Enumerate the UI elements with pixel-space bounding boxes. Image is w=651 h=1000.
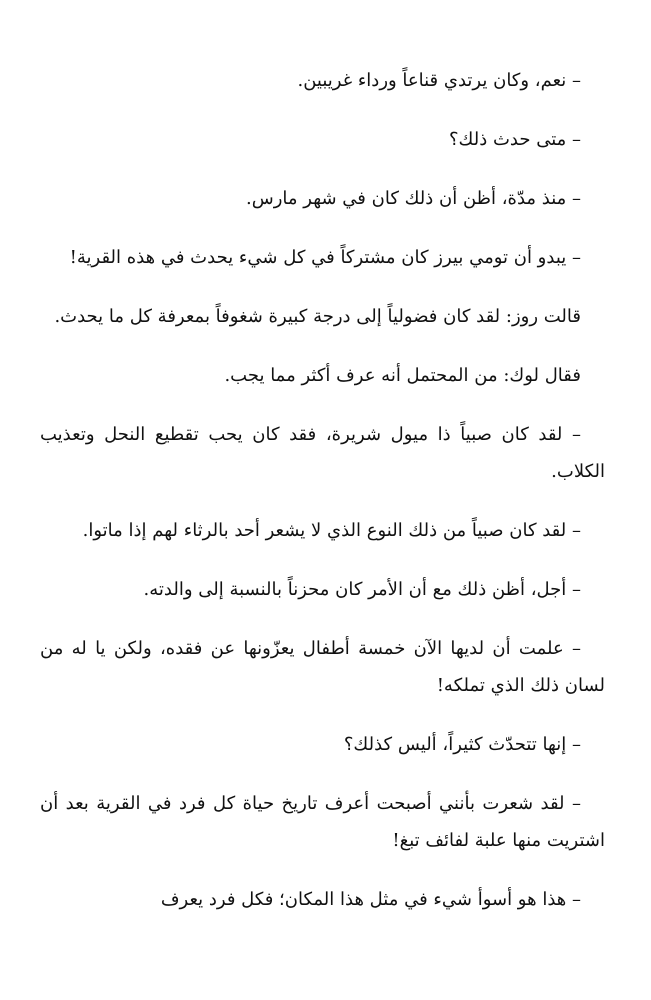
dialogue-paragraph: – يبدو أن تومي بيرز كان مشتركاً في كل شيء يحدث في هذه القرية! xyxy=(69,247,581,268)
dialogue-paragraph: – متى حدث ذلك؟ xyxy=(449,129,581,150)
dialogue-paragraph: – لقد شعرت بأنني أصبحت أعرف تاريخ حياة كل فرد في القرية بعد أن اشتريت منها علبة لفائف تبغ! xyxy=(40,793,605,851)
dialogue-paragraph: – لقد كان صبياً من ذلك النوع الذي لا يشعر أحد بالرثاء لهم إذا ماتوا. xyxy=(82,520,581,541)
dialogue-paragraph: – أجل، أظن ذلك مع أن الأمر كان محزناً بالنسبة إلى والدته. xyxy=(143,579,581,600)
dialogue-paragraph: – منذ مدّة، أظن أن ذلك كان في شهر مارس. xyxy=(246,188,581,209)
dialogue-paragraph: – نعم، وكان يرتدي قناعاً ورداء غريبين. xyxy=(297,70,581,91)
narration-paragraph: قالت روز: لقد كان فضولياً إلى درجة كبيرة شغوفاً بمعرفة كل ما يحدث. xyxy=(54,306,581,327)
dialogue-paragraph: – هذا هو أسوأ شيء في مثل هذا المكان؛ فكل فرد يعرف xyxy=(160,889,581,910)
dialogue-paragraph: – إنها تتحدّث كثيراً، أليس كذلك؟ xyxy=(343,734,581,755)
dialogue-paragraph: – علمت أن لديها الآن خمسة أطفال يعزّونها عن فقده، ولكن يا له من لسان ذلك الذي تملكه! xyxy=(40,638,605,696)
narration-paragraph: فقال لوك: من المحتمل أنه عرف أكثر مما يجب. xyxy=(224,365,581,386)
dialogue-paragraph: – لقد كان صبياً ذا ميول شريرة، فقد كان يحب تقطيع النحل وتعذيب الكلاب. xyxy=(40,424,605,482)
